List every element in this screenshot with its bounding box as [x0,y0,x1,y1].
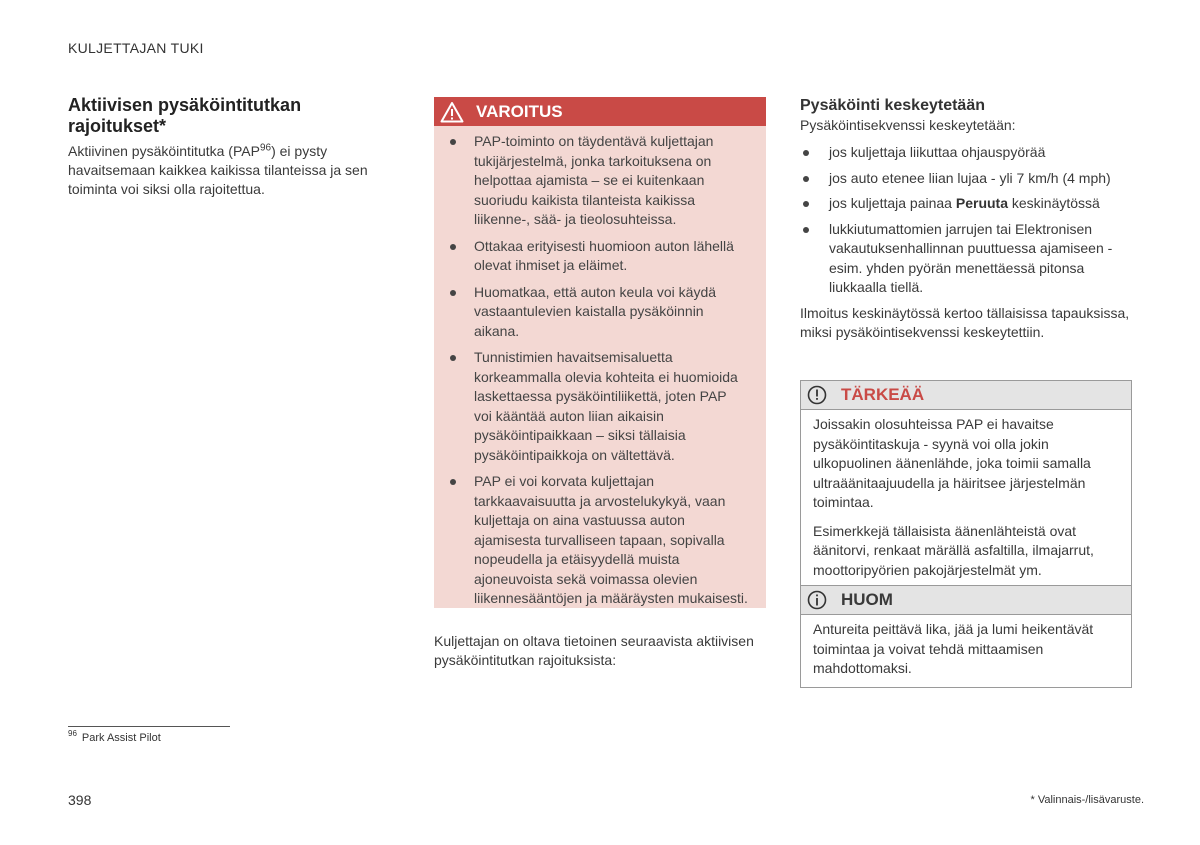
important-paragraph: Esimerkkejä tällaisista äänenlähteistä ovat äänitorvi, renkaat märällä asfaltilla, ilmajarrut, moottoripyörien pakojärjestelmät ym. [813,522,1094,578]
list-item-text: jos kuljettaja painaa [829,195,956,211]
footnote-divider [68,726,230,727]
list-item [829,194,1132,214]
list-item: lukkiutumattomien jarrujen tai Elektronisen vakautuksenhallinnan puuttuessa ajamiseen - esim. yhden pyörän menettäessä pitonsa liukkaalla tiellä. [829,220,1132,298]
warning-item: PAP ei voi korvata kuljettajan tarkkaavaisuutta ja arvostelukykyä, vaan kuljettaja on aina vastuussa auton ajamisesta turvalliseen tapaan, sopivalla nopeudella ja etäisyydellä muista ajoneuvoista sekä voimassa olevien liikennesääntöjen ja määräysten mukaisesti. [474,472,748,609]
warning-item: PAP-toiminto on täydentävä kuljettajan tukijärjestelmä, jonka tarkoituksena on helpottaa ajamista – se ei kuitenkaan suoriudu kaikista tilanteista kaikissa liikenne-, sää- ja tieolosuhteissa. [474,132,748,230]
subsection-intro: Pysäköintisekvenssi keskeytetään: [800,117,1016,133]
important-paragraph: Joissakin olosuhteissa PAP ei havaitse pysäköintitaskuja - syynä voi olla jokin ulkopuolinen äänenlähde, joka toimii samalla ultraäänitaajuudella ja häiritsee järjestelmän toimintaa. [813,416,1091,510]
list-item: jos kuljettaja liikuttaa ohjauspyörää [829,143,1132,163]
warning-header [434,97,766,126]
note-body [801,615,1131,687]
note-header [801,586,1131,615]
intro-text-end: ) ei pysty havaitsemaan kaikkea kaikissa tilanteissa ja sen toiminta voi siksi olla rajoitettua. [68,143,368,197]
note-box [800,585,1132,688]
column-left [68,95,403,199]
note-paragraph: Antureita peittävä lika, jää ja lumi heikentävät toimintaa ja voivat tehdä mittaamisen mahdottomaksi. [813,621,1094,676]
important-title: TÄRKEÄÄ [841,385,925,404]
intro-paragraph [68,142,403,199]
warning-item: Tunnistimien havaitsemisaluetta korkeammalla olevia kohteita ei huomioida laskettaessa pysäköintiliikettä, joten PAP voi kääntää auton liian aikaisin pysäköintipaikkaan – siksi tällaisia pysäköintipaikkoja on vältettävä. [474,348,748,465]
important-header [801,381,1131,410]
section-header: KULJETTAJAN TUKI [68,40,204,56]
note-title: HUOM [841,590,893,609]
optional-equipment-note: * Valinnais-/lisävaruste. [1030,794,1144,806]
footnote-number: 96 [68,729,77,739]
subsection-outro: Ilmoitus keskinäytössä kertoo tällaisissa tapauksissa, miksi pysäköintisekvenssi keskeytettiin. [800,304,1130,340]
footnote [68,729,161,744]
info-circle-icon [807,590,827,610]
footnote-ref[interactable]: 96 [259,142,272,154]
warning-list [434,126,766,609]
list-item-text: keskinäytössä [1008,195,1100,211]
warning-item: Huomatkaa, että auton keula voi käydä vastaantulevien kaistalla pysäköinnin aikana. [474,283,748,342]
warning-box [434,97,766,608]
important-body [801,410,1131,588]
warning-triangle-icon [440,101,464,123]
subsection-heading: Pysäköinti keskeytetään [800,97,985,114]
important-box [800,380,1132,589]
list-item: jos auto etenee liian lujaa - yli 7 km/h (4 mph) [829,169,1132,189]
cancel-button-label: Peruuta [955,195,1008,211]
abort-conditions-list [800,143,1132,298]
exclamation-circle-icon [807,385,827,405]
section-heading: Aktiivisen pysäköintitutkan rajoitukset* [68,95,302,136]
limitations-intro: Kuljettajan on oltava tietoinen seuraavista aktiivisen pysäköintitutkan rajoituksista: [434,633,754,668]
warning-item: Ottakaa erityisesti huomioon auton lähellä olevat ihmiset ja eläimet. [474,237,748,276]
warning-title: VAROITUS [476,101,563,121]
footnote-text: Park Assist Pilot [81,732,161,744]
intro-text-start: Aktiivinen pysäköintitutka (PAP [68,143,260,159]
column-right [800,96,1132,342]
page-number: 398 [68,792,92,808]
